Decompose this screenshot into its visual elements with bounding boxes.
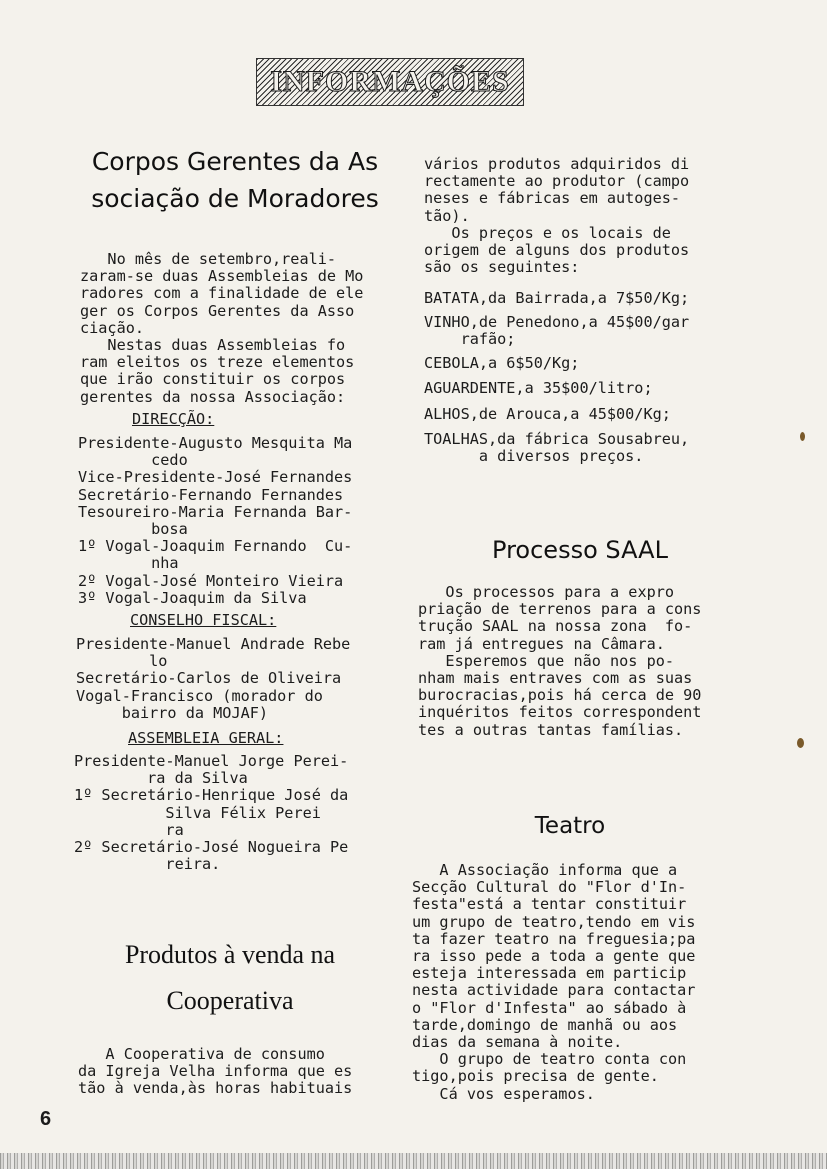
ink-spot bbox=[797, 738, 804, 748]
assembleia-geral-label: ASSEMBLEIA GERAL: bbox=[128, 729, 284, 747]
conselho-fiscal-label: CONSELHO FISCAL: bbox=[130, 611, 277, 629]
product-item: BATATA,da Bairrada,a 7$50/Kg; bbox=[424, 289, 690, 307]
product-item: TOALHAS,da fábrica Sousabreu, a diversos preços. bbox=[424, 430, 690, 466]
direccao-list: Presidente-Augusto Mesquita Ma cedo Vice-Presidente-José Fernandes Secretário-Fernando Fernandes Tesoureiro-Maria Fernanda Bar- bosa 1º Vogal-Joaquim Fernando Cu- nha 2º Vogal-José Monteiro Vieira 3º Vogal-Joaquim da Silva bbox=[78, 434, 353, 607]
title-line: sociação de Moradores bbox=[91, 184, 379, 213]
ink-spot bbox=[800, 432, 805, 441]
article-title-saal: Processo SAAL bbox=[492, 536, 668, 564]
article-title-produtos bbox=[70, 932, 390, 1024]
product-item: CEBOLA,a 6$50/Kg; bbox=[424, 354, 580, 372]
intro-paragraph: No mês de setembro,reali- zaram-se duas Assembleias de Mo radores com a finalidade de ele ger os Corpos Gerentes da Asso ciação. Nestas duas Assembleias fo ram eleitos os treze elementos que irão constituir os corpos gerentes da nossa Associação: bbox=[80, 250, 364, 406]
coop-paragraph: A Cooperativa de consumo da Igreja Velha informa que es tão à venda,às horas habituais bbox=[78, 1045, 353, 1098]
title-line: Produtos à venda na bbox=[124, 940, 336, 969]
product-item: AGUARDENTE,a 35$00/litro; bbox=[424, 379, 653, 397]
article-title-corpos-gerentes bbox=[70, 143, 400, 217]
banner-title: INFORMAÇÕES bbox=[270, 65, 510, 98]
title-line: Corpos Gerentes da As bbox=[91, 147, 379, 176]
product-item: ALHOS,de Arouca,a 45$00/Kg; bbox=[424, 405, 671, 423]
assembleia-geral-list: Presidente-Manuel Jorge Perei- ra da Silva 1º Secretário-Henrique José da Silva Félix Perei ra 2º Secretário-José Nogueira Pe reira. bbox=[74, 752, 349, 874]
scan-edge bbox=[0, 1153, 827, 1169]
conselho-fiscal-list: Presidente-Manuel Andrade Rebe lo Secretário-Carlos de Oliveira Vogal-Francisco (morador do bairro da MOJAF) bbox=[76, 635, 351, 722]
section-banner bbox=[256, 58, 524, 106]
page-number: 6 bbox=[40, 1108, 52, 1130]
title-line: Cooperativa bbox=[166, 986, 294, 1015]
product-item: VINHO,de Penedono,a 45$00/gar rafão; bbox=[424, 313, 690, 349]
produtos-continuation: vários produtos adquiridos di rectamente ao produtor (campo neses e fábricas em autoges- tão). Os preços e os locais de origem de alguns dos produtos são os seguintes: bbox=[424, 155, 690, 277]
article-title-teatro: Teatro bbox=[534, 813, 606, 839]
teatro-paragraph: A Associação informa que a Secção Cultural do "Flor d'In- festa"está a tentar constituir um grupo de teatro,tendo em vis ta fazer teatro na freguesia;pa ra isso pede a toda a gente que esteja interessada em particip nesta actividade para contactar o "Flor d'Infesta" ao sábado à tarde,domingo de manhã ou aos dias da semana à noite. O grupo de teatro conta con tigo,pois precisa de gente. Cá vos esperamos. bbox=[412, 861, 696, 1103]
saal-paragraph: Os processos para a expro priação de terrenos para a cons trução SAAL na nossa zona fo- ram já entregues na Câmara. Esperemos que não nos po- nham mais entraves com as suas burocracias,pois há cerca de 90 inquéritos feitos correspondent tes a outras tantas famílias. bbox=[418, 583, 702, 739]
direccao-label: DIRECÇÃO: bbox=[132, 410, 215, 428]
